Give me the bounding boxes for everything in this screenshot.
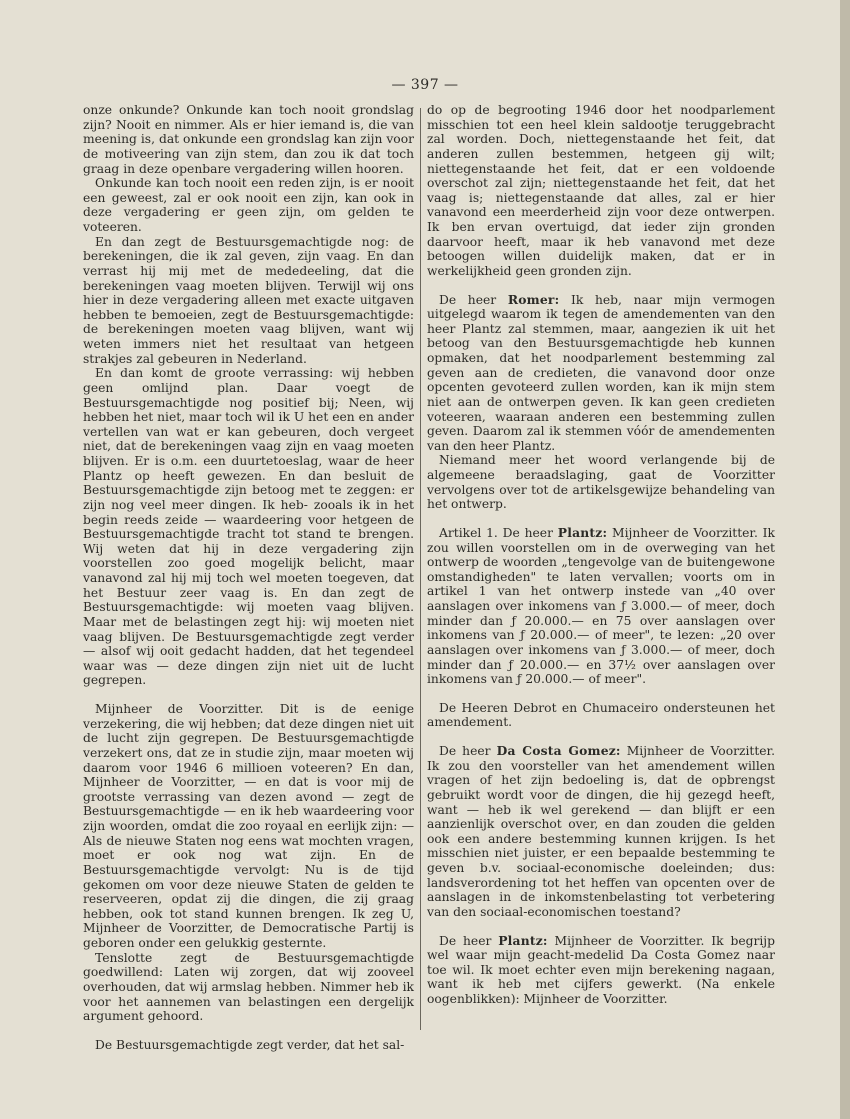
paragraph: En dan komt de groote verrassing: wij hebben geen omlijnd plan. Daar voegt de Bestuursgemachtigde nog positief bij; Neen, wij hebben het niet, maar toch wil ik U het een en ander vertellen van wat er kan gebeuren, doch vergeet niet, dat de berekeningen vaag zijn en vaag moeten blijven. Er is o.m. een duurtetoeslag, waar de heer Plantz op heeft gewezen. En dan besluit de Bestuursgemachtigde zijn betoog met te zeggen: er zijn nog veel meer dingen. Ik heb- zooals ik in het begin reeds zeide — waardeering voor hetgeen de Bestuursgemachtigde tracht tot stand te brengen. Wij weten dat hij in deze vergadering zijn voorstellen zoo goed mogelijk belicht, maar vanavond zal hij mij toch wel moeten toegeven, dat het Bestuur zeer vaag is. En dan zegt de Bestuursgemachtigde: wij moeten vaag blijven. Maar met de belastingen zegt hij: wij moeten niet vaag blijven. De Bestuursgemachtigde zegt verder — alsof wij ooit gedacht hadden, dat het tegendeel waar was — deze dingen zijn niet uit de lucht gegrepen. — [83, 366, 414, 688]
page-edge — [840, 0, 850, 1119]
left-column — [83, 103, 414, 1052]
speech-text: Mijnheer de Voorzitter. Ik zou willen voorstellen om in de overweging van het ontwerp de woorden „tengevolge van de buitengewone omstandigheden" te laten vervallen; voorts om in artikel 1 van het ontwerp instede van „40 over aanslagen over inkomens van ƒ 3.000.— of meer, doch minder dan ƒ 20.000.— en 75 over aanslagen over inkomens van ƒ 20.000.— of meer", te lezen: „20 over aanslagen over inkomens van ƒ 3.000.— of meer, doch minder dan ƒ 20.000.— en 37½ over aanslagen over inkomens van ƒ 20.000.— of meer". — [427, 525, 775, 687]
speaker-name: Plantz: — [498, 932, 548, 948]
paragraph: Mijnheer de Voorzitter. Dit is de eenige verzekering, die wij hebben; dat deze dingen niet uit de lucht zijn gegrepen. De Bestuursgemachtigde verzekert ons, dat ze in studie zijn, maar moeten wij daarom voor 1946 6 millioen voteeren? En dan, Mijnheer de Voorzitter, — en dat is voor mij de grootste verrassing van dezen avond — zegt de Bestuursgemachtigde — en ik heb waardeering voor zijn woorden, omdat die zoo royaal en eerlijk zijn: — Als de nieuwe Staten nog eens wat mochten vragen, moet er ook nog wat zijn. En de Bestuursgemachtigde vervolgt: Nu is de tijd gekomen om voor deze nieuwe Staten de gelden te reserveeren, opdat zij die dingen, die zij graag hebben, ook tot stand kunnen brengen. Ik zeg U, Mijnheer de Voorzitter, de Democratische Partij is geboren onder een gelukkig gesternte. — [83, 702, 414, 950]
speech-text: Mijnheer de Voorzitter. Ik zou den voorsteller van het amendement willen vragen of het zijn bedoeling is, dat de opbrengst gebruikt wordt voor de dingen, die hij gezegd heeft, want — heb ik wel gerekend — dan blijft er een aanzienlijk overschot over, en dan zouden die gelden ook een andere bestemming kunnen krijgen. Is het misschien niet juister, er een bepaalde bestemming te geven b.v. sociaal-economische doeleinden; dus: landsverordening tot het heffen van opcenten over de aanslagen in de inkomstenbelasting tot verbetering van den sociaal-economischen toestand? — [427, 744, 775, 919]
speech-paragraph — [427, 526, 775, 687]
speech-prefix: Artikel 1. De heer — [439, 525, 558, 540]
speech-text: Mijnheer de Voorzitter. Ik begrijp wel waar mijn geacht-medelid Da Costa Gomez naar toe wil. Ik moet echter even mijn berekening nagaan, want ik heb met cijfers gewerkt. (Na enkele oogenblikken): Mijnheer de Voorzitter. — [427, 933, 775, 1006]
speaker-name: Romer: — [507, 291, 560, 307]
paragraph: onze onkunde? Onkunde kan toch nooit grondslag zijn? Nooit en nimmer. Als er hier iemand is, die van meening is, dat onkunde een grondslag kan zijn voor de motiveering van zijn stem, dan zou ik dat toch graag in deze openbare vergadering willen hooren. — [83, 103, 414, 176]
column-divider — [420, 108, 421, 1030]
paragraph: Niemand meer het woord verlangende bij de algemeene beraadslaging, gaat de Voorzitter vervolgens over tot de artikelsgewijze behandeling van het ontwerp. — [427, 453, 775, 512]
speech-prefix: De heer — [439, 292, 508, 307]
paragraph: do op de begrooting 1946 door het noodparlement misschien tot een heel klein saldootje teruggebracht zal worden. Doch, niettegenstaande het feit, dat anderen zullen bestemmen, hetgeen gij wilt; niettegenstaande het feit, dat er een voldoende overschot zal zijn; niettegenstaande het feit, dat het vaag is; niettegenstaande dat alles, zal er hier vanavond een meerderheid zijn voor deze ontwerpen. Ik ben ervan overtuigd, dat ieder zijn gronden daarvoor heeft, maar ik heb vanavond met deze betoogen willen duidelijk maken, dat er in werkelijkheid geen gronden zijn. — [427, 103, 775, 278]
paragraph: De Heeren Debrot en Chumaceiro ondersteunen het amendement. — [427, 700, 775, 730]
right-column — [427, 103, 775, 1007]
speech-text: Ik heb, naar mijn vermogen uitgelegd waarom ik tegen de amendementen van den heer Plantz zal stemmen, maar, aangezien ik uit het betoog van den Bestuursgemachtigde heb kunnen opmaken, dat het noodparlement bestemming zal geven aan de credieten, die vanavond door onze opcenten gevoteerd zullen worden, kan ik mijn stem niet aan de ontwerpen geven. Ik kan geen credieten voteeren, waaraan anderen een bestemming zullen geven. Daarom zal ik stemmen vóór de amendementen van den heer Plantz. — [427, 292, 775, 453]
paragraph: Tenslotte zegt de Bestuursgemachtigde goedwillend: Laten wij zorgen, dat wij zooveel overhouden, dat wij armslag hebben. Nimmer heb ik voor het aannemen van belastingen een dergelijk argument gehoord. — [83, 950, 414, 1024]
paragraph: Onkunde kan toch nooit een reden zijn, is er nooit een geweest, zal er ook nooit een zijn, kan ook in deze vergadering er geen zijn, om gelden te voteeren. — [83, 176, 414, 234]
speaker-name: Da Costa Gomez: — [496, 743, 621, 758]
speech-paragraph — [427, 293, 775, 454]
speaker-name: Plantz: — [557, 524, 608, 540]
speech-prefix: De heer — [439, 933, 499, 948]
paragraph: En dan zegt de Bestuursgemachtigde nog: de berekeningen, die ik zal geven, zijn vaag. En dan verrast hij mij met de mededeeling, dat die berekeningen vaag moeten blijven. Terwijl wij ons hier in deze vergadering alleen met exacte uitgaven hebben te bemoeien, zegt de Bestuursgemachtigde: de berekeningen moeten vaag blijven, want wij weten immers niet het resultaat van hetgeen strakjes zal gebeuren in Nederland. — [83, 234, 414, 366]
paragraph: De Bestuursgemachtigde zegt verder, dat het sal- — [95, 1037, 405, 1052]
page-number: — 397 — — [391, 77, 459, 93]
speech-paragraph — [427, 934, 775, 1007]
speech-prefix: De heer — [439, 744, 497, 758]
speech-paragraph — [427, 744, 775, 920]
